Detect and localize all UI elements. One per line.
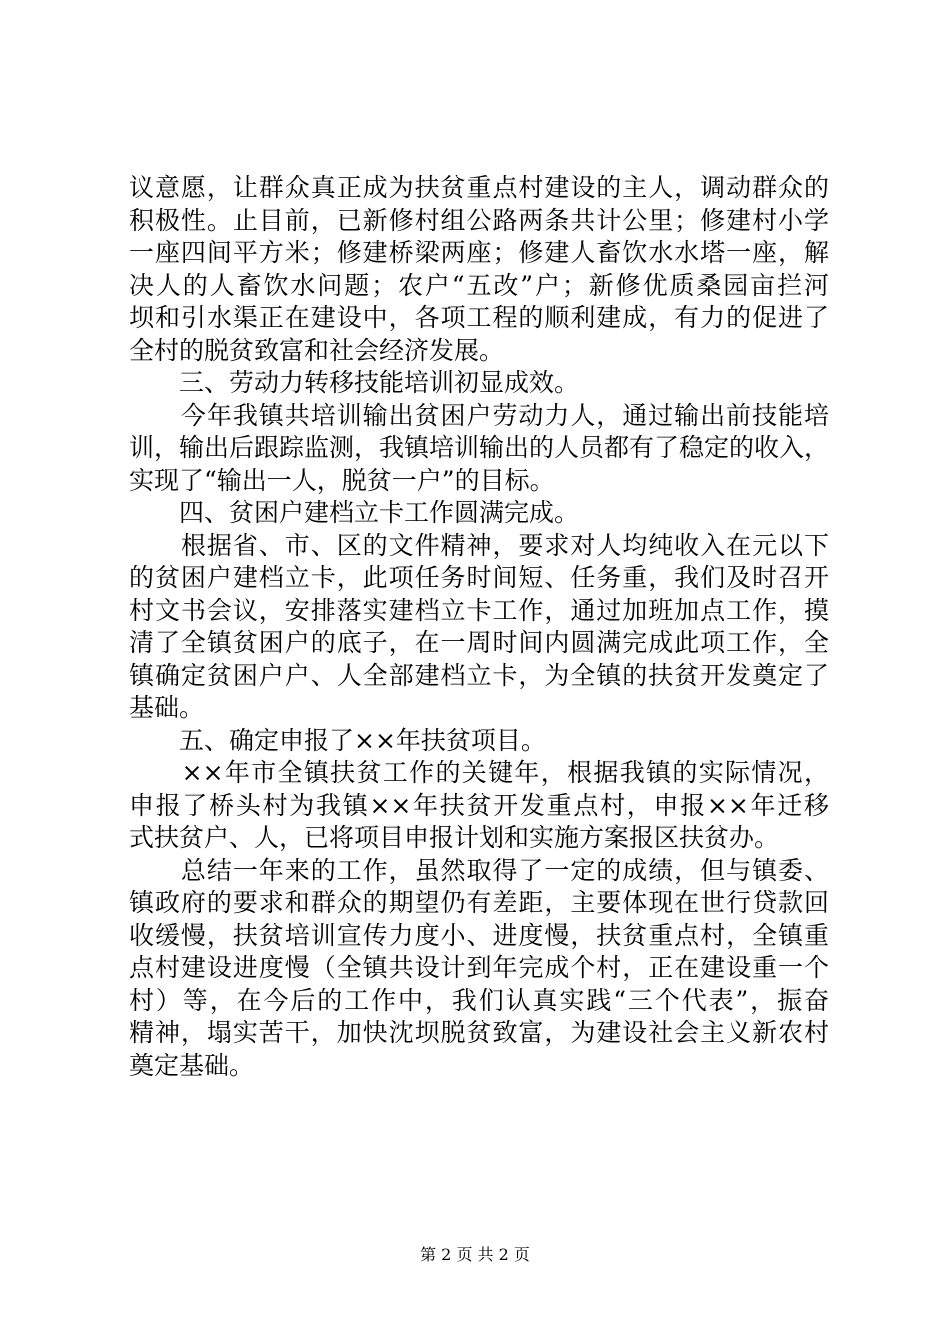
text-line: 清了全镇贫困户的底子，在一周时间内圆满完成此项工作，全 [129,628,829,657]
text-line: 训，输出后跟踪监测，我镇培训输出的人员都有了稳定的收入， [129,433,830,462]
text-line: 一座四间平方米；修建桥梁两座；修建人畜饮水水塔一座，解 [129,238,829,267]
text-line: 议意愿，让群众真正成为扶贫重点村建设的主人，调动群众的 [129,173,829,202]
text-line: 村）等，在今后的工作中，我们认真实践“三个代表”，振奋 [129,985,829,1015]
text-line: 三、劳动力转移技能培训初显成效。 [129,368,580,397]
text-line: 村文书会议，安排落实建档立卡工作，通过加班加点工作，摸 [129,595,829,625]
text-line: 今年我镇共培训输出贫困户劳动力人，通过输出前技能培 [129,400,829,430]
text-line: 基础。 [129,693,205,722]
text-line: 坝和引水渠正在建设中，各项工程的顺利建成，有力的促进了 [129,303,829,332]
text-line: 点村建设进度慢（全镇共设计到年完成个村，正在建设重一个 [129,953,829,982]
text-line: 决人的人畜饮水问题；农户“五改”户；新修优质桑园亩拦河 [129,270,829,300]
text-line: 式扶贫户、人，已将项目申报计划和实施方案报区扶贫办。 [129,823,780,852]
text-line: 精神，塌实苦干，加快沈坝脱贫致富，为建设社会主义新农村 [129,1018,829,1047]
text-line: 的贫困户建档立卡，此项任务时间短、任务重，我们及时召开 [129,563,829,592]
text-line: 奠定基础。 [129,1050,255,1080]
text-line: 四、贫困户建档立卡工作圆满完成。 [129,498,580,527]
text-line: 根据省、市、区的文件精神，要求对人均纯收入在元以下 [129,530,829,560]
text-line: 五、确定申报了××年扶贫项目。 [129,725,546,755]
text-line: ××年市全镇扶贫工作的关键年，根据我镇的实际情况， [129,758,829,787]
text-line: 总结一年来的工作，虽然取得了一定的成绩，但与镇委、 [129,855,829,885]
text-line: 积极性。止目前，已新修村组公路两条共计公里；修建村小学 [129,205,829,235]
document-body [129,172,829,1082]
text-line: 申报了桥头村为我镇××年扶贫开发重点村，申报××年迁移 [129,790,829,820]
page-footer: 第 2 页 共 2 页 [420,1245,530,1264]
text-line: 镇政府的要求和群众的期望仍有差距，主要体现在世行贷款回 [129,888,829,917]
text-line: 收缓慢，扶贫培训宣传力度小、进度慢，扶贫重点村，全镇重 [129,920,829,950]
text-line: 全村的脱贫致富和社会经济发展。 [129,335,505,365]
text-line: 镇确定贫困户户、人全部建档立卡，为全镇的扶贫开发奠定了 [129,660,829,690]
text-line: 实现了“输出一人，脱贫一户”的目标。 [129,465,555,495]
